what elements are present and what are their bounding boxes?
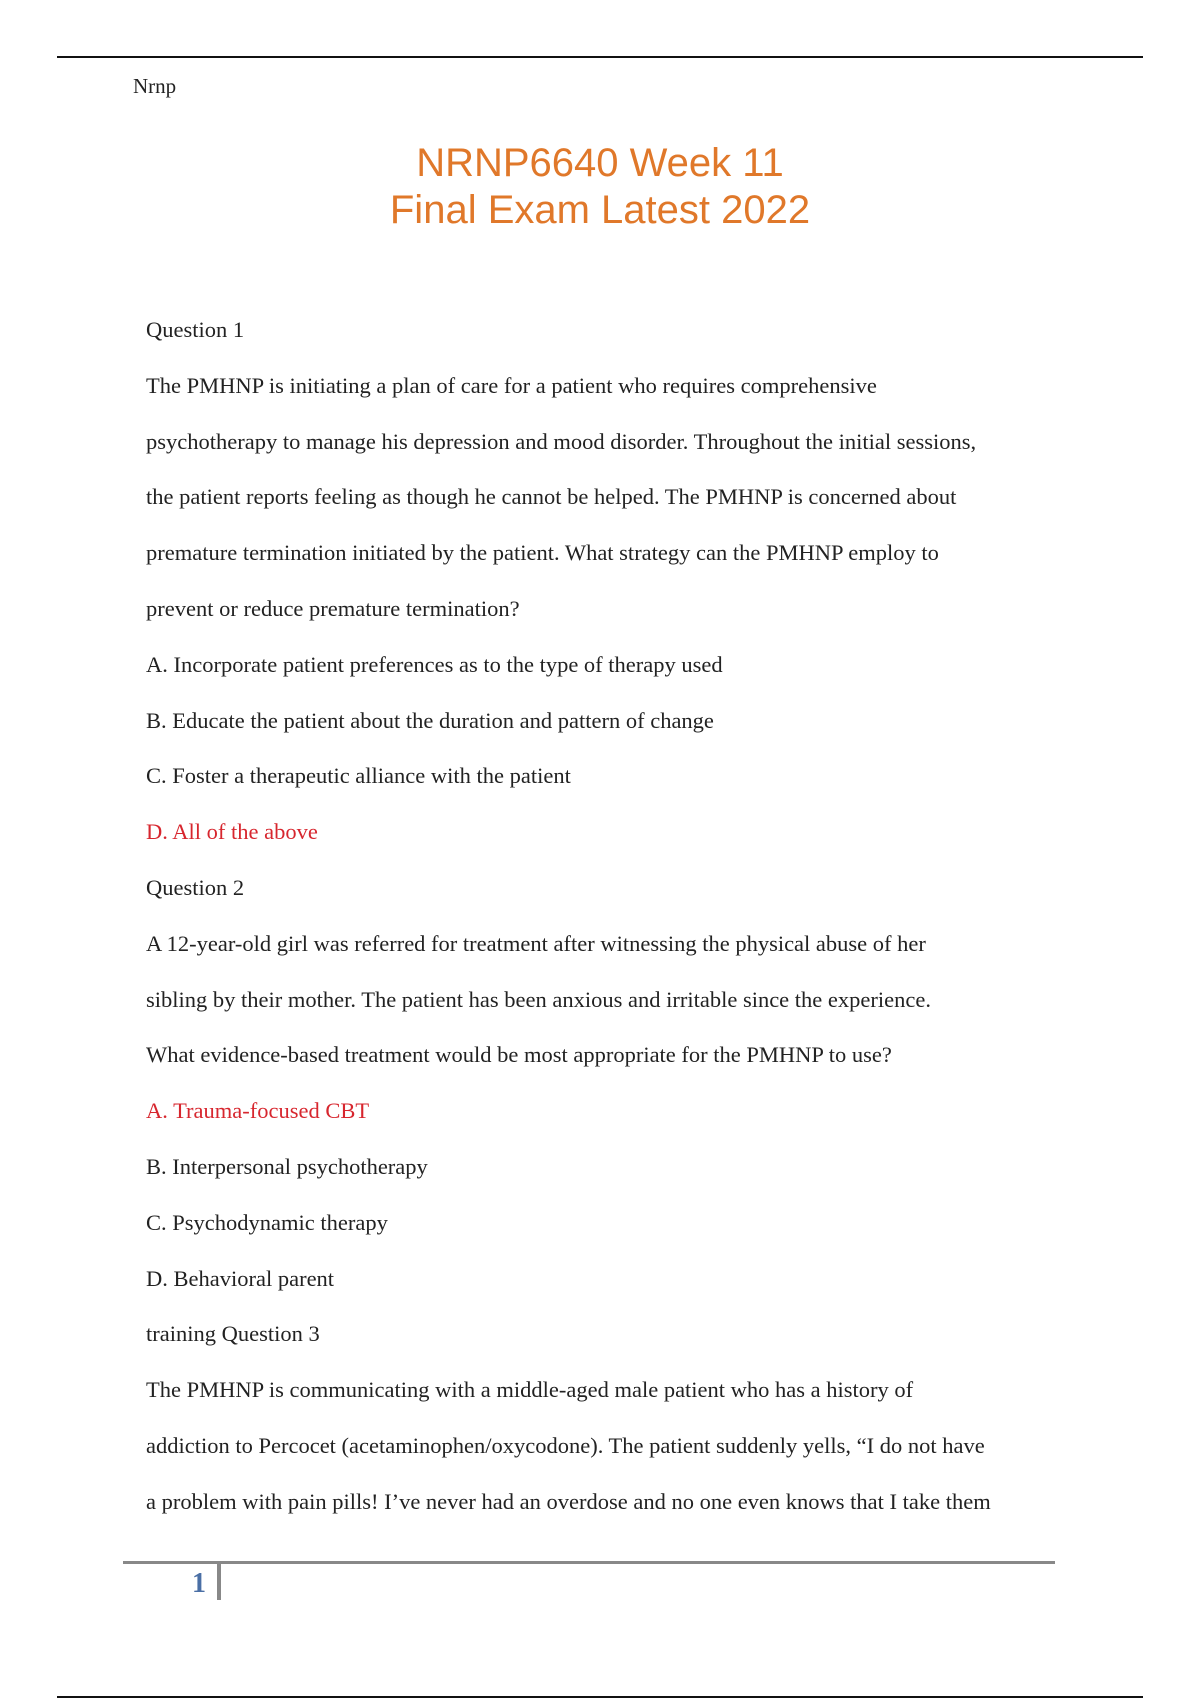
question-text-line: addiction to Percocet (acetaminophen/oxycodone). The patient suddenly yells, “I do not have bbox=[146, 1432, 985, 1458]
question-heading: training Question 3 bbox=[146, 1321, 320, 1347]
answer-option: C. Foster a therapeutic alliance with the patient bbox=[146, 763, 571, 789]
document-body bbox=[146, 316, 1086, 1544]
title-line-2: Final Exam Latest 2022 bbox=[389, 188, 811, 232]
answer-option: C. Psychodynamic therapy bbox=[146, 1209, 388, 1235]
question-text-line: A 12-year-old girl was referred for treatment after witnessing the physical abuse of her bbox=[146, 930, 926, 956]
answer-option: B. Interpersonal psychotherapy bbox=[146, 1153, 428, 1179]
answer-option: D. Behavioral parent bbox=[146, 1265, 335, 1291]
question-text-line: prevent or reduce premature termination? bbox=[146, 595, 520, 621]
title-line-1: NRNP6640 Week 11 bbox=[416, 141, 784, 185]
question-text-line: a problem with pain pills! I’ve never had an overdose and no one even knows that I take them bbox=[146, 1488, 991, 1514]
page-number-divider bbox=[217, 1564, 221, 1600]
question-text-line: The PMHNP is initiating a plan of care for a patient who requires comprehensive bbox=[146, 372, 877, 398]
question-text-line: The PMHNP is communicating with a middle-aged male patient who has a history of bbox=[146, 1377, 914, 1403]
question-text-line: the patient reports feeling as though he cannot be helped. The PMHNP is concerned about bbox=[146, 484, 957, 510]
question-text-line: sibling by their mother. The patient has been anxious and irritable since the experience. bbox=[146, 986, 931, 1012]
page-number: 1 bbox=[192, 1568, 206, 1599]
question-heading: Question 2 bbox=[146, 874, 245, 900]
answer-option: B. Educate the patient about the duration and pattern of change bbox=[146, 707, 714, 733]
footer-rule bbox=[123, 1561, 1055, 1564]
question-heading: Question 1 bbox=[146, 317, 245, 342]
correct-answer-option: D. All of the above bbox=[146, 819, 318, 845]
question-text-line: What evidence-based treatment would be most appropriate for the PMHNP to use? bbox=[146, 1042, 892, 1068]
question-text-line: psychotherapy to manage his depression and mood disorder. Throughout the initial sessions, bbox=[146, 428, 977, 454]
running-header: Nrnp bbox=[133, 74, 177, 98]
top-rule bbox=[57, 56, 1143, 58]
bottom-rule bbox=[57, 1696, 1143, 1698]
document-title bbox=[0, 140, 1200, 234]
correct-answer-option: A. Trauma-focused CBT bbox=[146, 1098, 370, 1124]
answer-option: A. Incorporate patient preferences as to the type of therapy used bbox=[146, 651, 723, 677]
question-text-line: premature termination initiated by the patient. What strategy can the PMHNP employ to bbox=[146, 540, 939, 566]
